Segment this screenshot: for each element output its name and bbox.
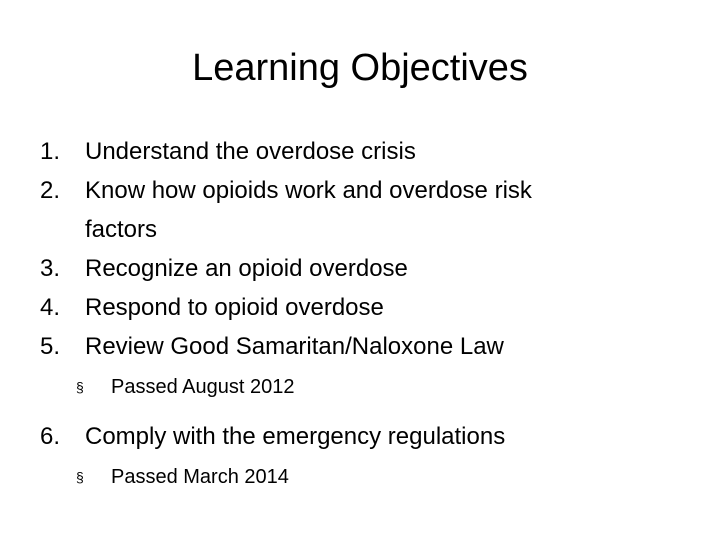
objective-number: 3. [40,255,61,282]
sub-item-text: Passed March 2014 [111,466,289,488]
objective-number: 5. [40,333,61,360]
sub-item [40,459,680,495]
sub-item [40,369,680,405]
sub-item-text: Passed August 2012 [111,376,295,398]
objective-text: Understand the overdose crisis [85,138,416,165]
objective-number: 4. [40,294,61,321]
objective-number: 6. [40,423,61,450]
slide-title: Learning Objectives [192,47,528,89]
objective-number: 2. [40,177,61,204]
objective-item [40,132,680,171]
objective-text: Recognize an opioid overdose [85,255,408,282]
objective-item [40,171,680,249]
objective-item [40,249,680,288]
objective-item [40,327,680,366]
objective-item [40,417,680,456]
objective-text: Know how opioids work and overdose risk factors [85,177,532,243]
objective-text: Respond to opioid overdose [85,294,384,321]
square-bullet-icon: § [76,379,84,395]
objective-text: Review Good Samaritan/Naloxone Law [85,333,504,360]
objectives-list [40,132,680,507]
square-bullet-icon: § [76,469,84,485]
objective-item [40,288,680,327]
objective-text: Comply with the emergency regulations [85,423,506,450]
objective-number: 1. [40,138,61,165]
